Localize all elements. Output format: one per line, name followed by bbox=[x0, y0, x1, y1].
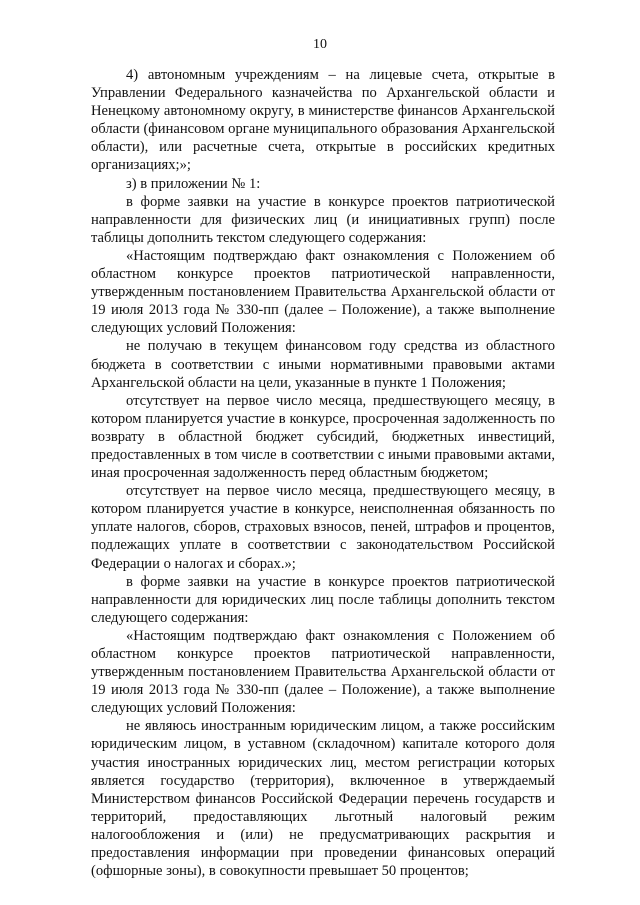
paragraph-no-unpaid-taxes: отсутствует на первое число месяца, предшествующего месяцу, в котором планируется участие в конкурсе, неисполненная обязанность по уплате налогов, сборов, страховых взносов, пеней, штрафов и процентов, подлежащих уплате в соответствии с законодательством Российской Федерации о налогах и сборах.»; bbox=[91, 483, 555, 572]
paragraph-autonomous-institutions: 4) автономным учреждениям – на лицевые счета, открытые в Управлении Федерального казначейства по Архангельской области и Ненецкому автономному округу, в министерстве финансов Архангельской области (финансовом органе муниципального образования Архангельской области), или расчетные счета, открытые в российских кредитных организациях;»; bbox=[91, 67, 555, 174]
document-body bbox=[91, 66, 555, 880]
paragraph-legal-entities-form-intro: в форме заявки на участие в конкурсе проектов патриотической направленности для юридических лиц после таблицы дополнить текстом следующего содержания: bbox=[91, 573, 555, 626]
paragraph-individuals-form-intro: в форме заявки на участие в конкурсе проектов патриотической направленности для физических лиц (и инициативных групп) после таблицы дополнить текстом следующего содержания: bbox=[91, 193, 555, 246]
page-number: 10 bbox=[313, 37, 327, 52]
paragraph-appendix-1-heading: з) в приложении № 1: bbox=[126, 175, 261, 192]
paragraph-no-overdue-debt: отсутствует на первое число месяца, предшествующего месяцу, в котором планируется участие в конкурсе, просроченная задолженность по возврату в областной бюджет субсидий, бюджетных инвестиций, предоставленных в том числе в соответствии с иными правовыми актами, иная просроченная задолженность перед областным бюджетом; bbox=[91, 392, 555, 482]
paragraph-not-foreign-entity: не являюсь иностранным юридическим лицом, а также российским юридическим лицом, в уставном (складочном) капитале которого доля участия иностранных юридических лиц, местом регистрации которых является государство (территория), включенное в утверждаемый Министерством финансов Российской Федерации перечень государств и территорий, предоставляющих льготный налоговый режим налогообложения и (или) не предусматривающих раскрытия и предоставления информации при проведении финансовых операций (офшорные зоны), в совокупности превышает 50 процентов; bbox=[91, 718, 555, 880]
paragraph-confirmation-individuals: «Настоящим подтверждаю факт ознакомления с Положением об областном конкурсе проектов патриотической направленности, утвержденным постановлением Правительства Архангельской области от 19 июля 2013 года № 330-пп (далее – Положение), а также выполнение следующих условий Положения: bbox=[91, 247, 555, 337]
paragraph-no-regional-budget-funds: не получаю в текущем финансовом году средства из областного бюджета в соответствии с иными нормативными правовыми актами Архангельской области на цели, указанные в пункте 1 Положения; bbox=[91, 338, 555, 391]
paragraph-confirmation-legal-entities: «Настоящим подтверждаю факт ознакомления с Положением об областном конкурсе проектов патриотической направленности, утвержденным постановлением Правительства Архангельской области от 19 июля 2013 года № 330-пп (далее – Положение), а также выполнение следующих условий Положения: bbox=[91, 627, 555, 717]
